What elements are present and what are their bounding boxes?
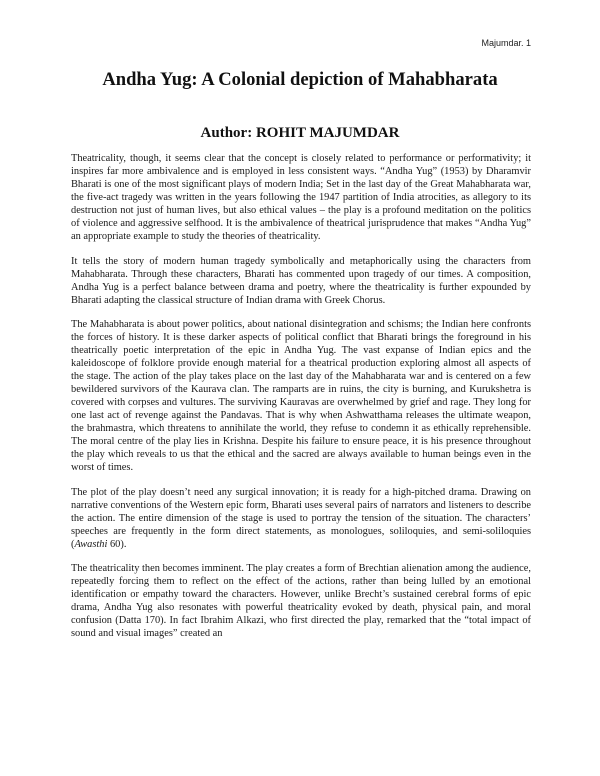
- author-line: [0, 125, 600, 142]
- paragraph-4-citation-page: 60).: [107, 538, 127, 550]
- paragraph-3: The Mahabharata is about power politics, about national disintegration and schisms; the Indian here confronts the forces of history. It is these darker aspects of political conflict that Bharati brings the foreground in his theatrically poetic interpretation of the epic in Andha Yug. The vast expanse of Indian epics and the kaleidoscope of folklore provide enough material for a theatrical production exploring almost all aspects of the stage. The action of the play takes place on the last day of the Mahabharata war and is centered on a few bewildered survivors of the Kaurava clan. The ramparts are in ruins, the city is burning, and Kurukshetra is covered with corpses and vultures. The surviving Kauravas are overwhelmed by grief and rage. They long for one last act of revenge against the Pandavas. That is why when Ashwatthama releases the ultimate weapon, the brahmastra, which threatens to annihilate the world, they refuse to condemn it as ethically reprehensible. The moral centre of the play lies in Krishna. Despite his failure to ensure peace, it is his presence throughout the play which reveals to us that the ethical and the sacred are always available to human beings even in the worst of times.: [71, 319, 531, 473]
- paragraph-4-text: The plot of the play doesn’t need any surgical innovation; it is ready for a high-pitched drama. Drawing on narrative conventions of the Western epic form, Bharati uses several pairs of narrators and listeners to describe the action. The entire dimension of the stage is used to portray the tension of the situation. The characters’ speeches are frequently in the form direct statements, as monologues, soliloquies, and semi-soliloquies (: [71, 486, 531, 550]
- running-head: Majumdar. 1: [481, 38, 531, 48]
- paragraph-4: [71, 486, 531, 551]
- citation-awasthi: Awasthi: [74, 538, 108, 550]
- body-text: [71, 152, 531, 652]
- author-name: ROHIT MAJUMDAR: [255, 125, 400, 141]
- paragraph-1: Theatricality, though, it seems clear that the concept is closely related to performance or performativity; it inspires far more ambivalence and is employed in less consistent ways. “Andha Yug” (1953) by Dharamvir Bharati is one of the most significant plays of modern India; Set in the last day of the Great Mahabharata war, the five-act tragedy was written in the years following the 1947 partition of India atrocities, as allegory to its destruction not just of human lives, but also ethical values – the play is a profound meditation on the politics of violence and aggressive selfhood. It is the ambivalence of theatrical jurisprudence that makes “Andha Yug” an appropriate example to study the theories of theatricality.: [71, 153, 531, 242]
- author-prefix: Author:: [200, 125, 253, 141]
- paragraph-2: It tells the story of modern human tragedy symbolically and metaphorically using the characters from Mahabharata. Through these characters, Bharati has commented upon tragedy of our times. A composition, Andha Yug is a perfect balance between drama and poetry, where the theatricality is further expounded by Bharati adapting the classical structure of Indian drama with Greek Chorus.: [71, 255, 531, 306]
- paper-title: Andha Yug: A Colonial depiction of Mahabharata: [102, 69, 498, 90]
- paragraph-5: The theatricality then becomes imminent. The play creates a form of Brechtian alienation among the audience, repeatedly forcing them to reflect on the effect of the actions, rather than being lulled by an emotional identification or empathy toward the characters. However, unlike Brecht’s sustained cerebral forms of epic drama, Andha Yug also resonates with powerful theatricality evoked by death, physical pain, and moral confusion (Datta 170). In fact Ibrahim Alkazi, who first directed the play, remarked that the “total impact of sound and visual images” created an: [71, 563, 531, 639]
